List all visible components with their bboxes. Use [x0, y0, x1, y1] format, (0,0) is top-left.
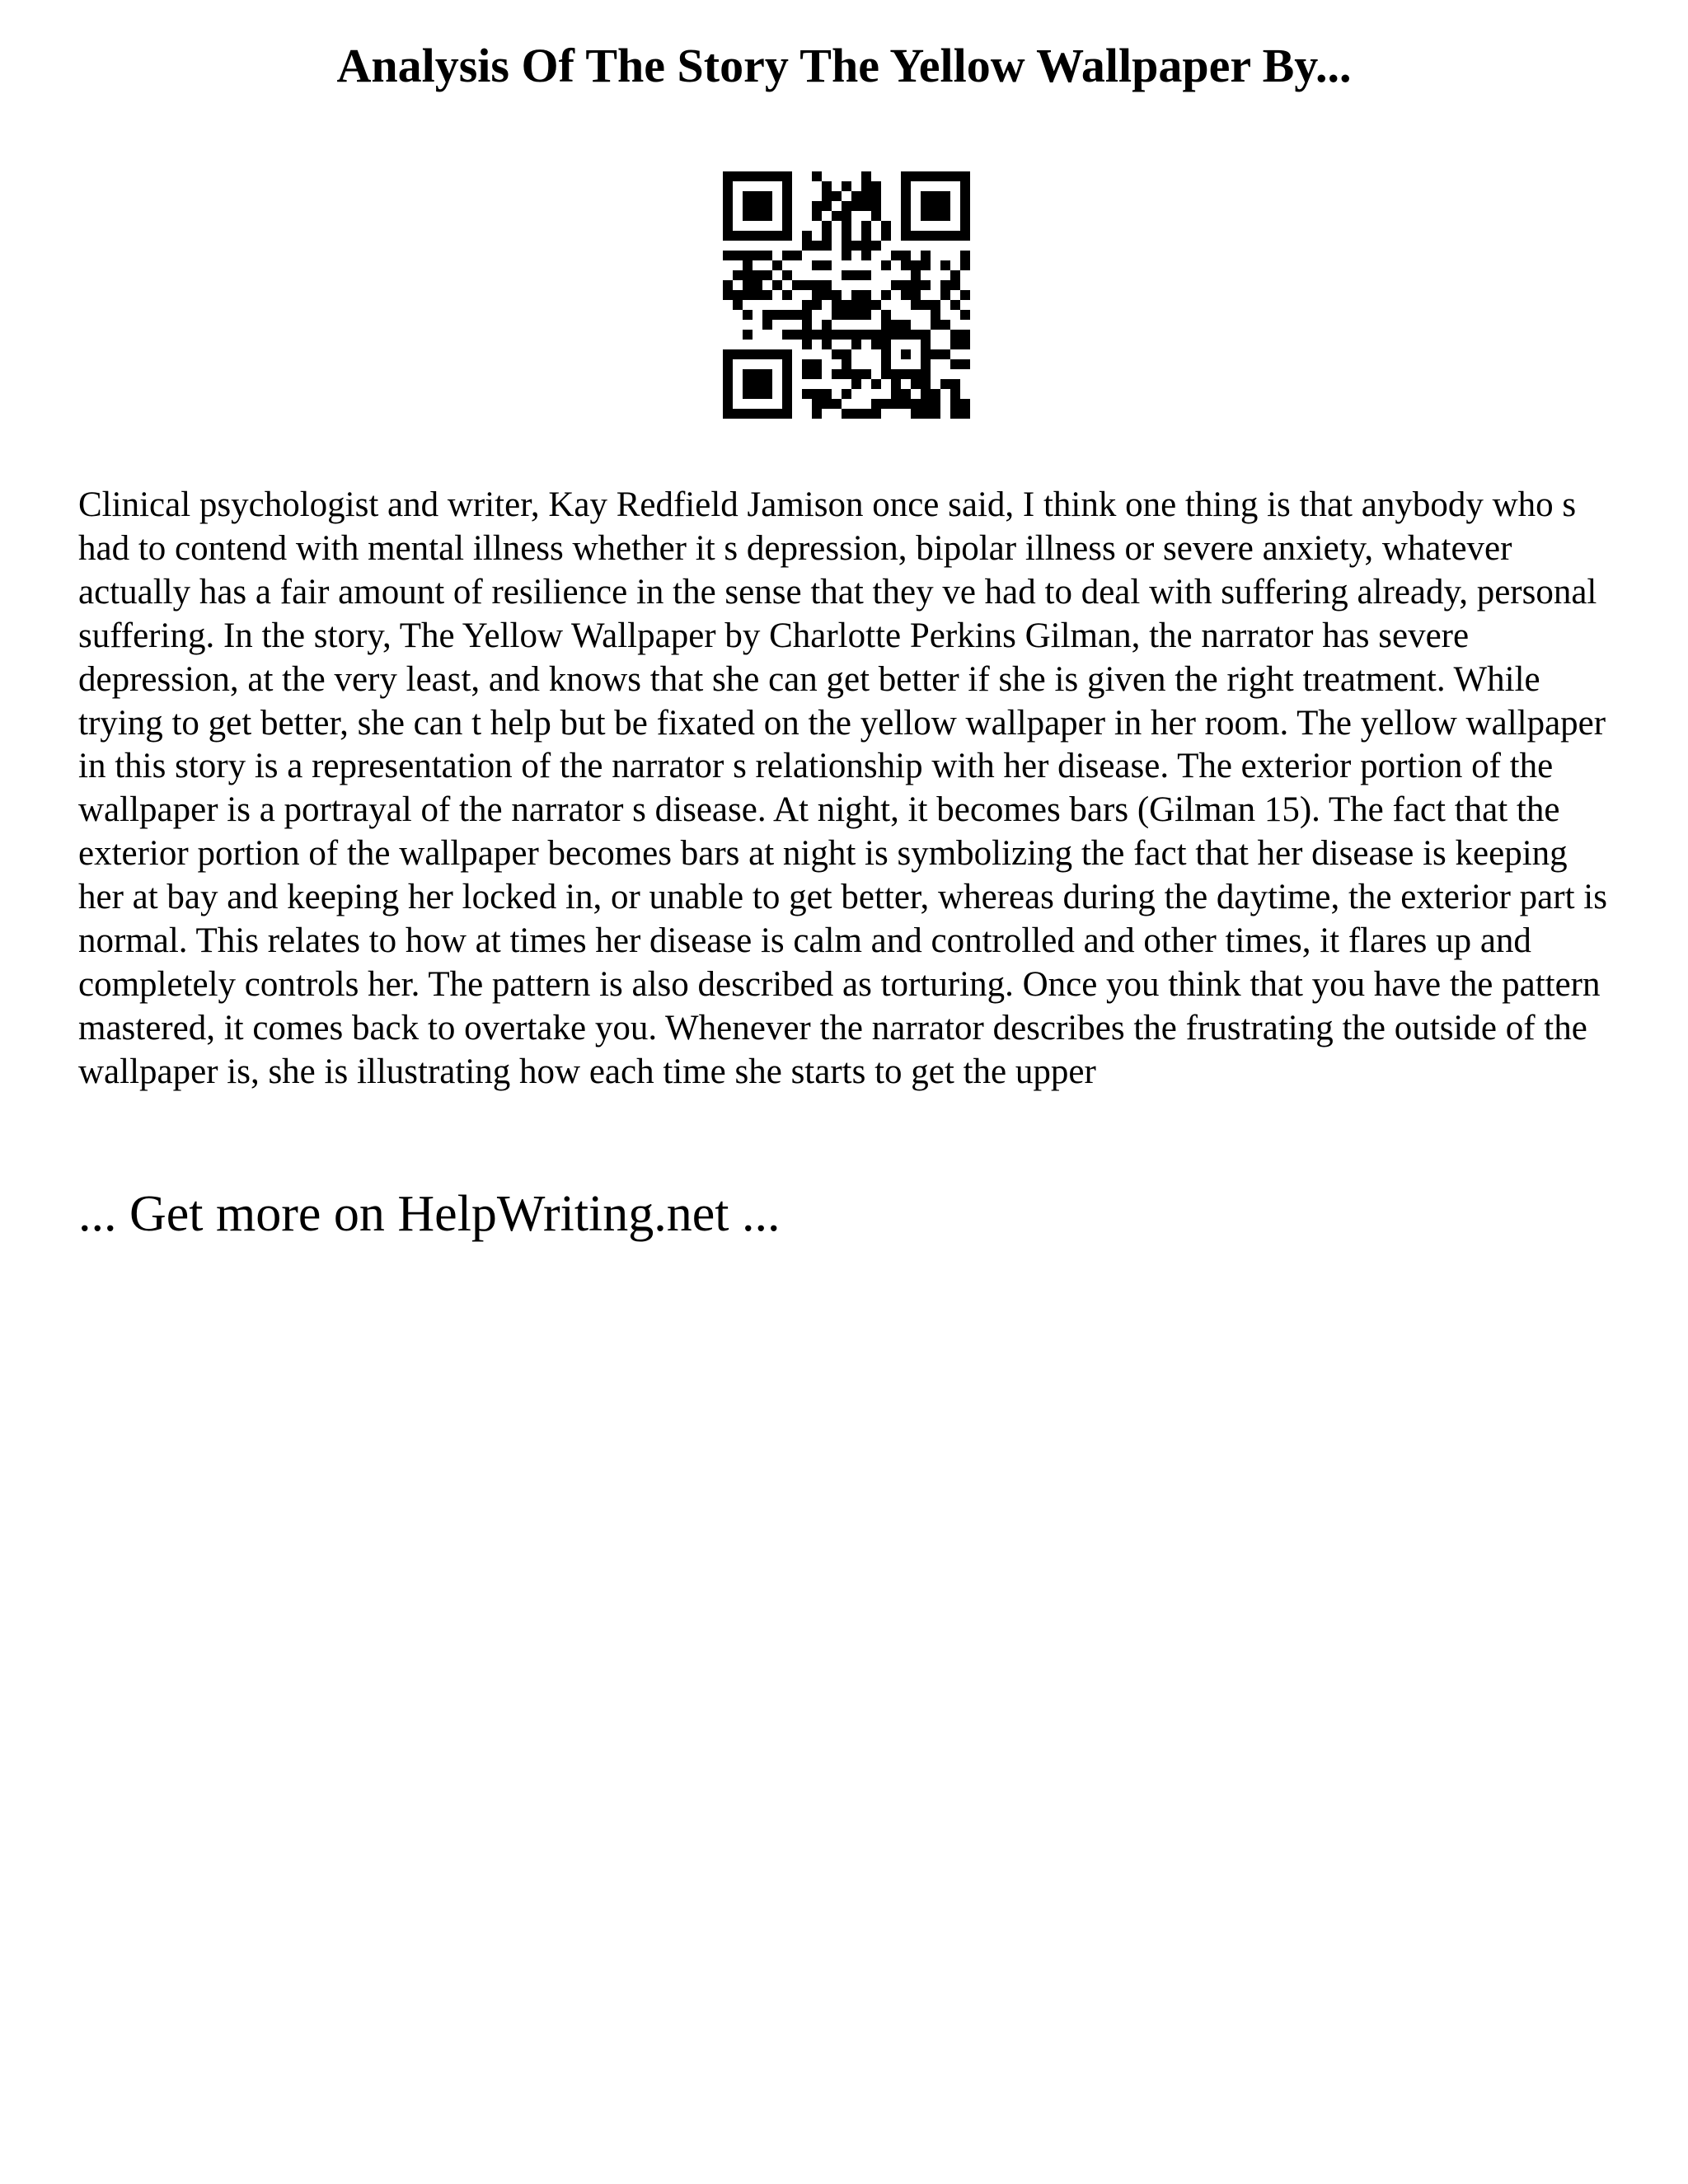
qr-code-icon	[723, 171, 970, 419]
document-body: Clinical psychologist and writer, Kay Redfield Jamison once said, I think one thing is that anybody who s had to contend with mental illness whether it s depression, bipolar illness or severe anxiety, whatever actually has a fair amount of resilience in the sense that they ve had to deal with suffering already, personal suffering. In the story, The Yellow Wallpaper by Charlotte Perkins Gilman, the narrator has severe depression, at the very least, and knows that she can get better if she is given the right treatment. While trying to get better, she can t help but be fixated on the yellow wallpaper in her room. The yellow wallpaper in this story is a representation of the narrator s relationship with her disease. The exterior portion of the wallpaper is a portrayal of the narrator s disease. At night, it becomes bars (Gilman 15). The fact that the exterior portion of the wallpaper becomes bars at night is symbolizing the fact that her disease is keeping her at bay and keeping her locked in, or unable to get better, whereas during the daytime, the exterior part is normal. This relates to how at times her disease is calm and controlled and other times, it flares up and completely controls her. The pattern is also described as torturing. Once you think that you have the pattern mastered, it comes back to overtake you. Whenever the narrator describes the frustrating the outside of the wallpaper is, she is illustrating how each time she starts to get the upper	[78, 485, 1607, 1091]
get-more-link[interactable]: ... Get more on HelpWriting.net ...	[78, 1186, 781, 1242]
document-title: Analysis Of The Story The Yellow Wallpaper By...	[336, 39, 1352, 92]
qr-code-graphic	[723, 171, 970, 419]
